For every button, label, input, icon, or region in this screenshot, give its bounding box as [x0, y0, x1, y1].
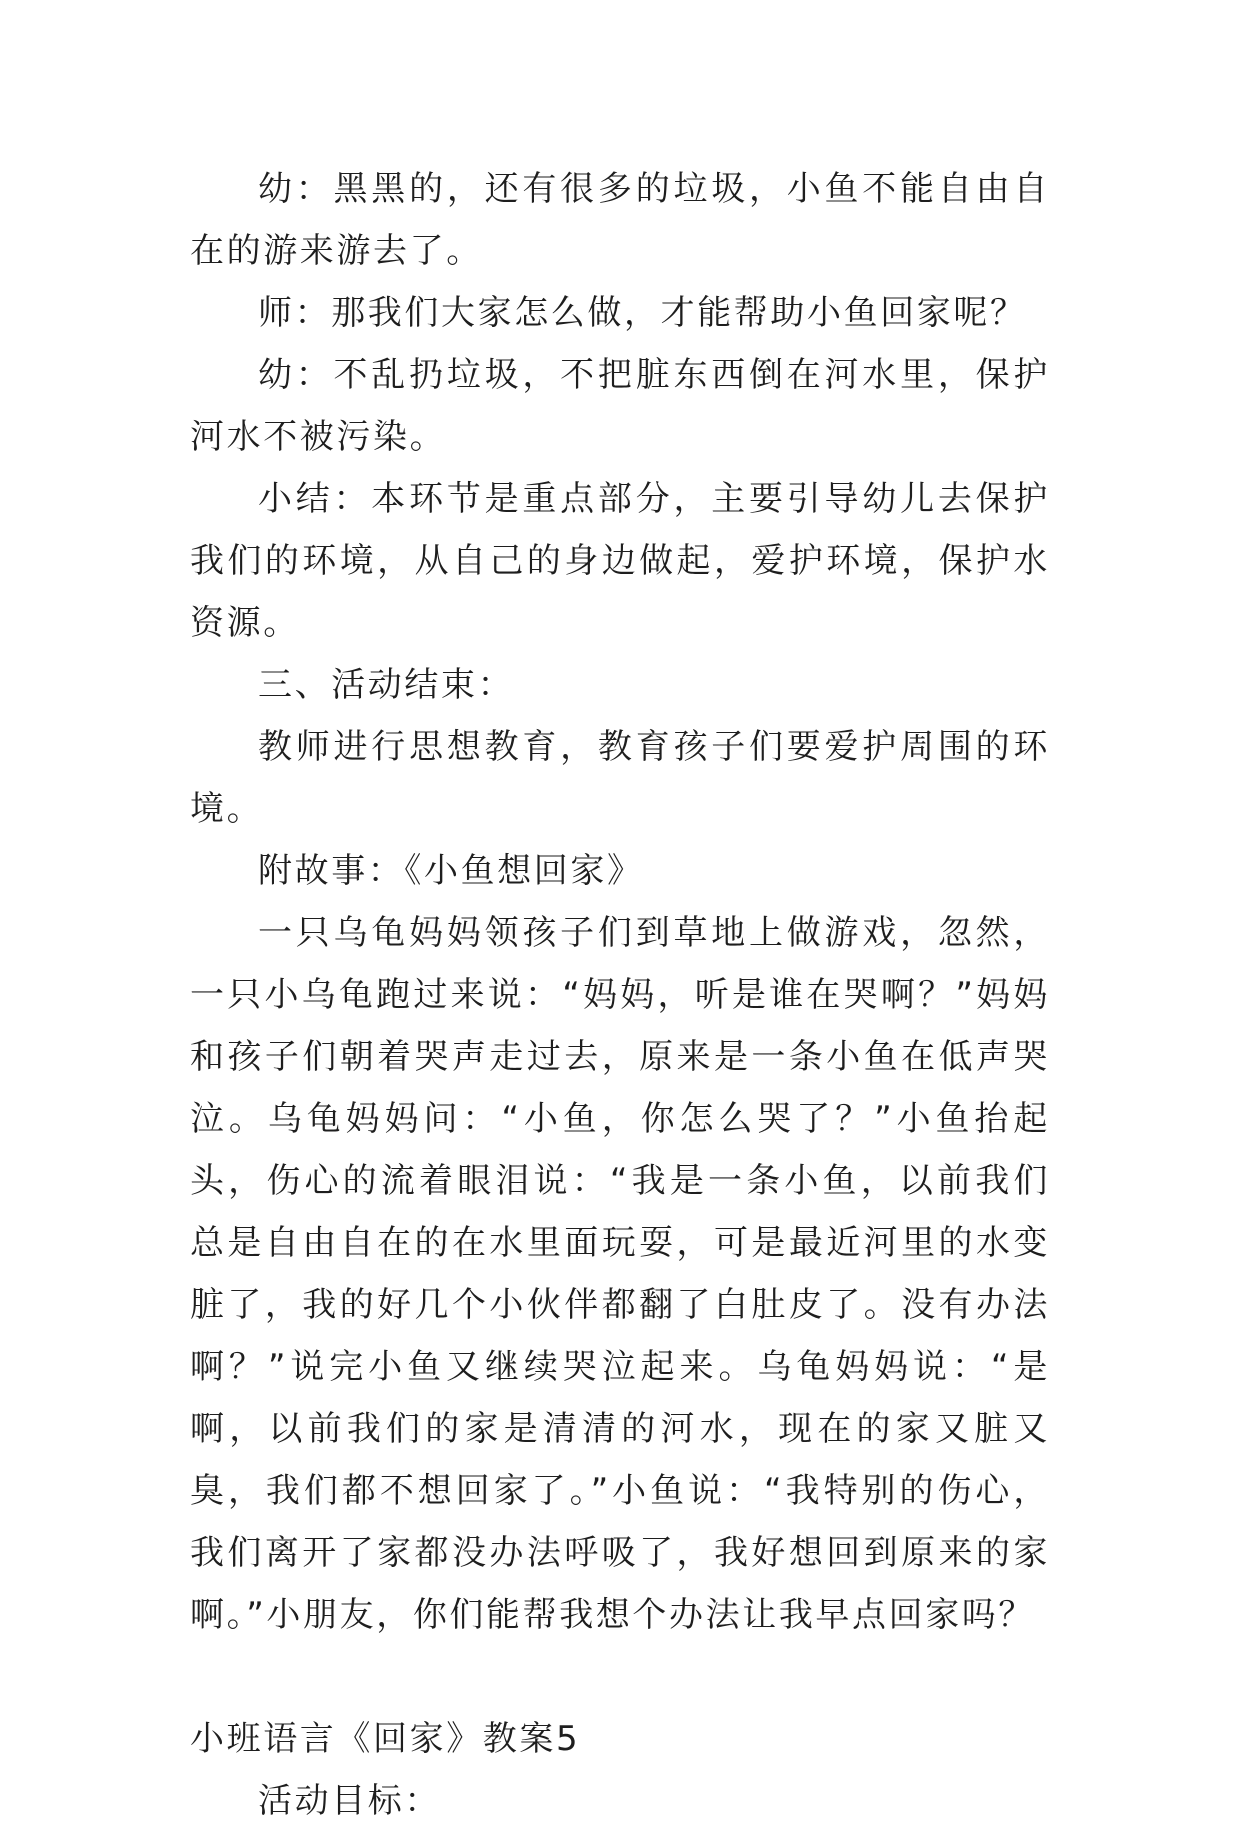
dialogue-paragraph: 幼：不乱扔垃圾，不把脏东西倒在河水里，保护河水不被污染。 [190, 355, 1050, 457]
document-body [190, 158, 1050, 1832]
story-paragraph: 一只乌龟妈妈领孩子们到草地上做游戏，忽然，一只小乌龟跑过来说：“妈妈，听是谁在哭啊？”妈妈和孩子们朝着哭声走过去，原来是一条小鱼在低声哭泣。乌龟妈妈问：“小鱼，你怎么哭了？”小鱼抬起头，伤心的流着眼泪说：“我是一条小鱼，以前我们总是自由自在的在水里面玩耍，可是最近河里的水变脏了，我的好几个小伙伴都翻了白肚皮了。没有办法啊？”说完小鱼又继续哭泣起来。乌龟妈妈说：“是啊，以前我们的家是清清的河水，现在的家又脏又臭，我们都不想回家了。”小鱼说：“我特别的伤心，我们离开了家都没办法呼吸了，我好想回到原来的家啊。”小朋友，你们能帮我想个办法让我早点回家吗？ [190, 913, 1050, 1635]
body-paragraph: 教师进行思想教育，教育孩子们要爱护周围的环境。 [190, 727, 1050, 829]
lesson-plan-title: 小班语言《回家》教案5 [190, 1719, 581, 1759]
summary-paragraph: 小结：本环节是重点部分，主要引导幼儿去保护我们的环境，从自己的身边做起，爱护环境，保护水资源。 [190, 479, 1050, 643]
dialogue-paragraph: 幼：黑黑的，还有很多的垃圾，小鱼不能自由自在的游来游去了。 [190, 169, 1050, 271]
dialogue-paragraph: 师：那我们大家怎么做，才能帮助小鱼回家呢？ [258, 293, 1027, 333]
paragraph-gap [190, 1646, 1050, 1708]
activity-goals-heading: 活动目标： [258, 1781, 441, 1821]
story-title: 附故事：《小鱼想回家》 [258, 851, 644, 891]
section-heading-activity-end: 三、活动结束： [258, 665, 515, 705]
